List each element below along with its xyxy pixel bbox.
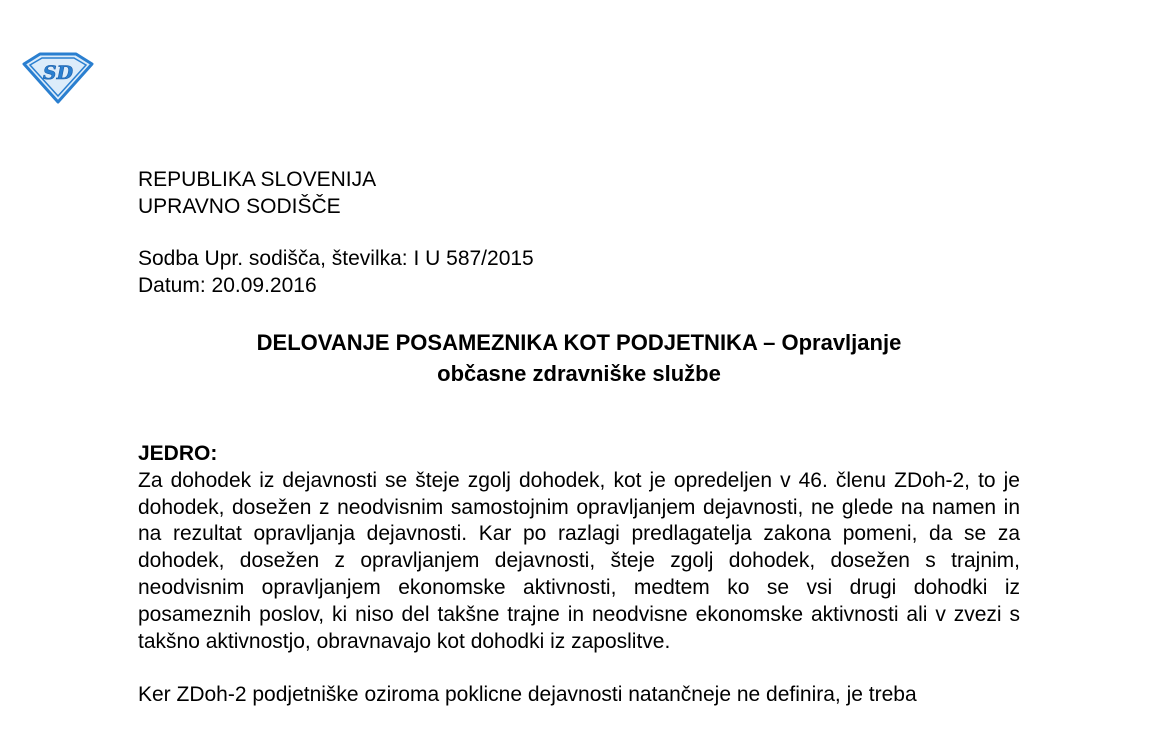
case-date: Datum: 20.09.2016 [138,274,317,297]
court-logo [20,46,96,104]
country-name: REPUBLIKA SLOVENIJA [138,168,377,191]
jedro-section [138,441,1020,709]
title-line-1: DELOVANJE POSAMEZNIKA KOT PODJETNIKA – Opravljanje [256,330,902,355]
case-number: Sodba Upr. sodišča, številka: I U 587/2015 [138,247,534,270]
jedro-paragraph-2: Ker ZDoh-2 podjetniške oziroma poklicne dejavnosti natančneje ne definira, je treba [138,683,917,707]
jedro-heading: JEDRO: [138,442,218,465]
court-header [138,166,376,220]
title-line-2: občasne zdravniške službe [437,361,721,386]
shield-logo-icon [20,46,96,104]
svg-text:SD: SD [42,62,74,84]
document-title [138,327,1020,389]
case-info [138,245,534,299]
jedro-paragraph-1: Za dohodek iz dejavnosti se šteje zgolj dohodek, kot je opredeljen v 46. členu ZDoh-2, to je dohodek, dosežen z neodvisnim samostojnim opravljanjem dejavnosti, ne glede na namen in na rezultat opravljanja dejavnosti. Kar po razlagi predlagatelja zakona pomeni, da se za dohodek, dosežen z opravljanjem dejavnosti, šteje zgolj dohodek, dosežen s trajnim, neodvisnim opravljanjem ekonomske aktivnosti, medtem ko se vsi drugi dohodki iz posameznih poslov, ki niso del takšne trajne in neodvisne ekonomske aktivnosti ali v zvezi s takšno aktivnostjo, obravnavajo kot dohodki iz zaposlitve. [138,468,1020,653]
court-name: UPRAVNO SODIŠČE [138,195,341,218]
